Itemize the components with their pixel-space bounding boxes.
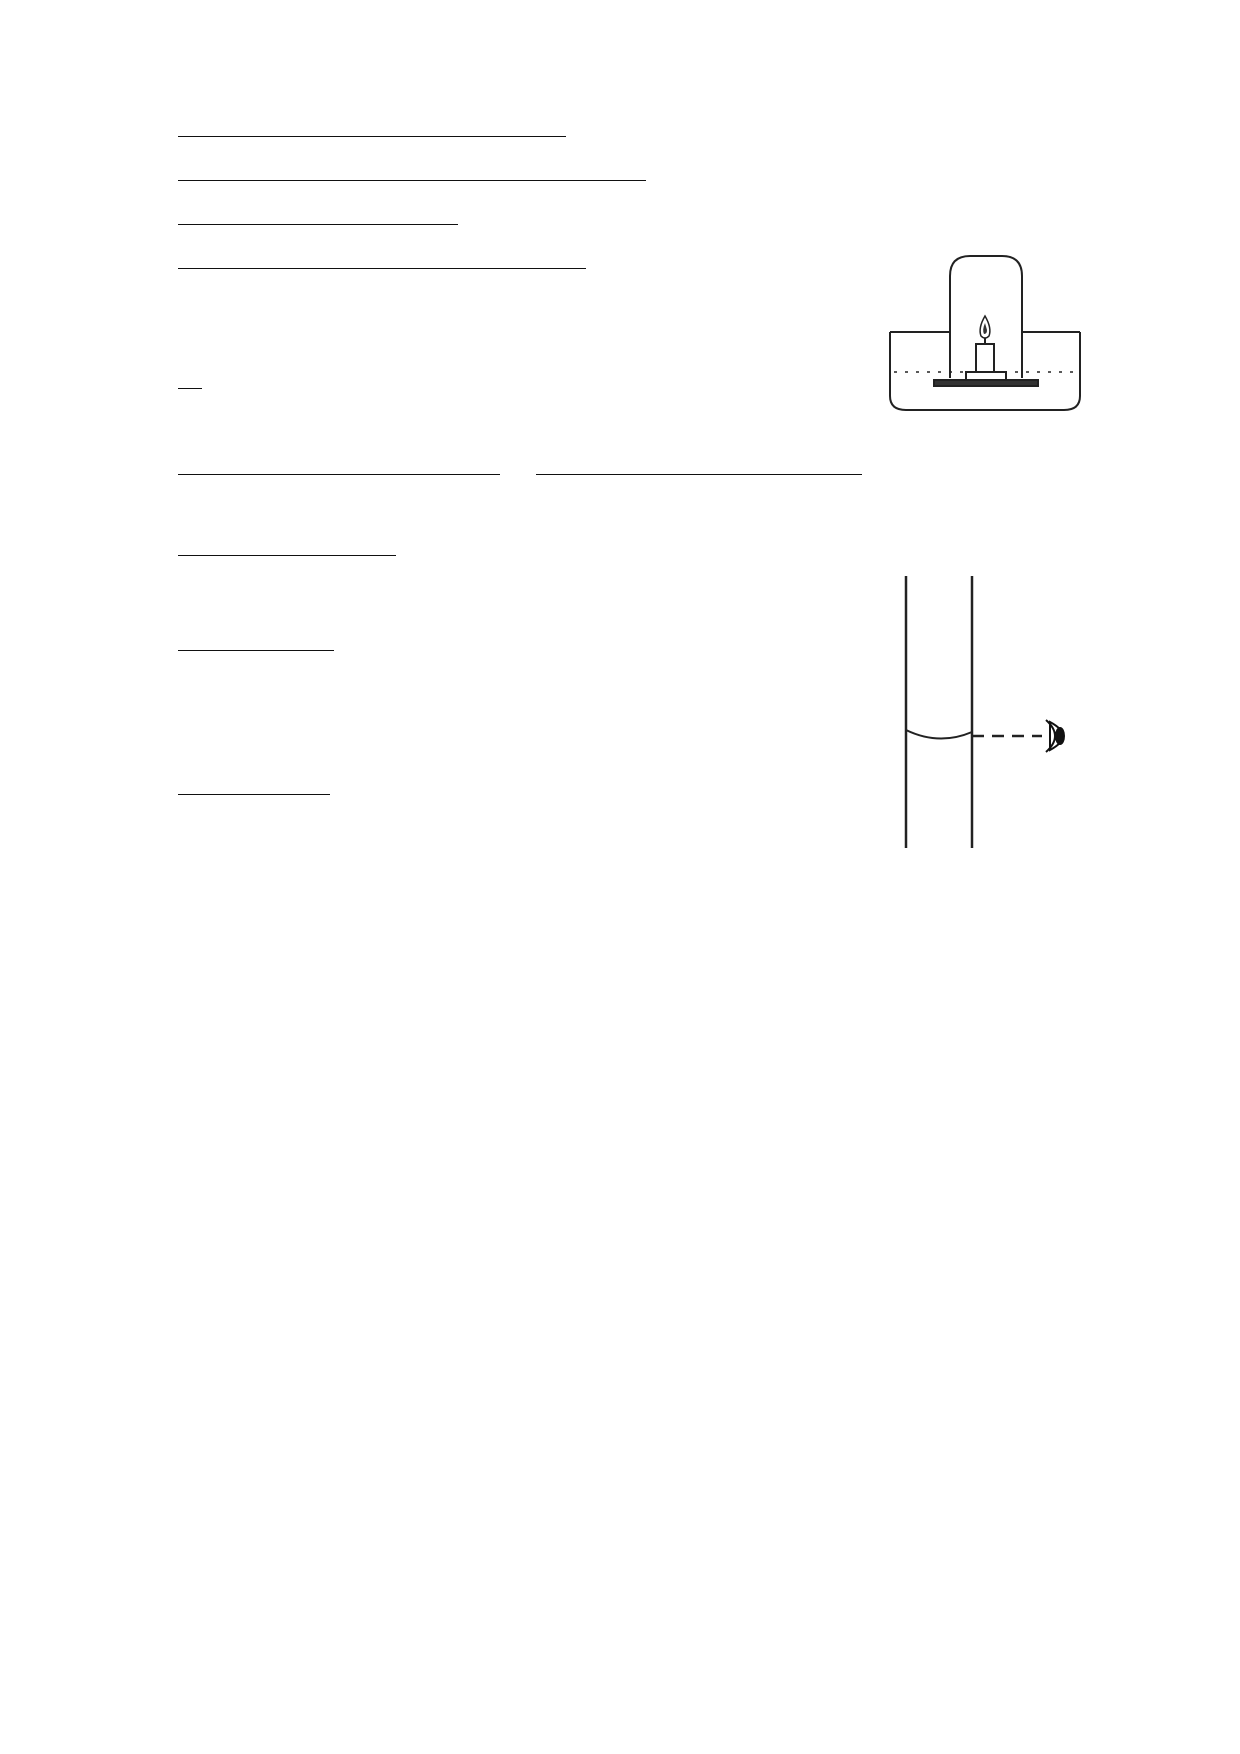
eye-icon: [1046, 720, 1064, 752]
line-1: [178, 116, 566, 145]
line-7: [178, 368, 202, 397]
answer-blank[interactable]: [178, 204, 458, 225]
answer-blank[interactable]: [178, 160, 646, 181]
answer-blank[interactable]: [178, 454, 500, 475]
line-4: [178, 248, 586, 277]
answer-blank[interactable]: [178, 630, 334, 651]
graduated-cylinder-diagram: [880, 570, 1100, 854]
q25-part2: [178, 774, 330, 803]
answer-blank[interactable]: [178, 116, 566, 137]
answer-blank[interactable]: [178, 248, 586, 269]
bell-jar-diagram: [880, 248, 1090, 418]
line-9: [178, 454, 862, 483]
q24-part1: [178, 535, 396, 564]
answer-blank[interactable]: [536, 454, 862, 475]
q24-part3: [178, 630, 334, 659]
meniscus: [906, 730, 972, 739]
line-2: [178, 160, 646, 189]
line-3: [178, 204, 458, 233]
answer-blank[interactable]: [178, 368, 202, 389]
answer-blank[interactable]: [178, 774, 330, 795]
answer-blank[interactable]: [178, 535, 396, 556]
